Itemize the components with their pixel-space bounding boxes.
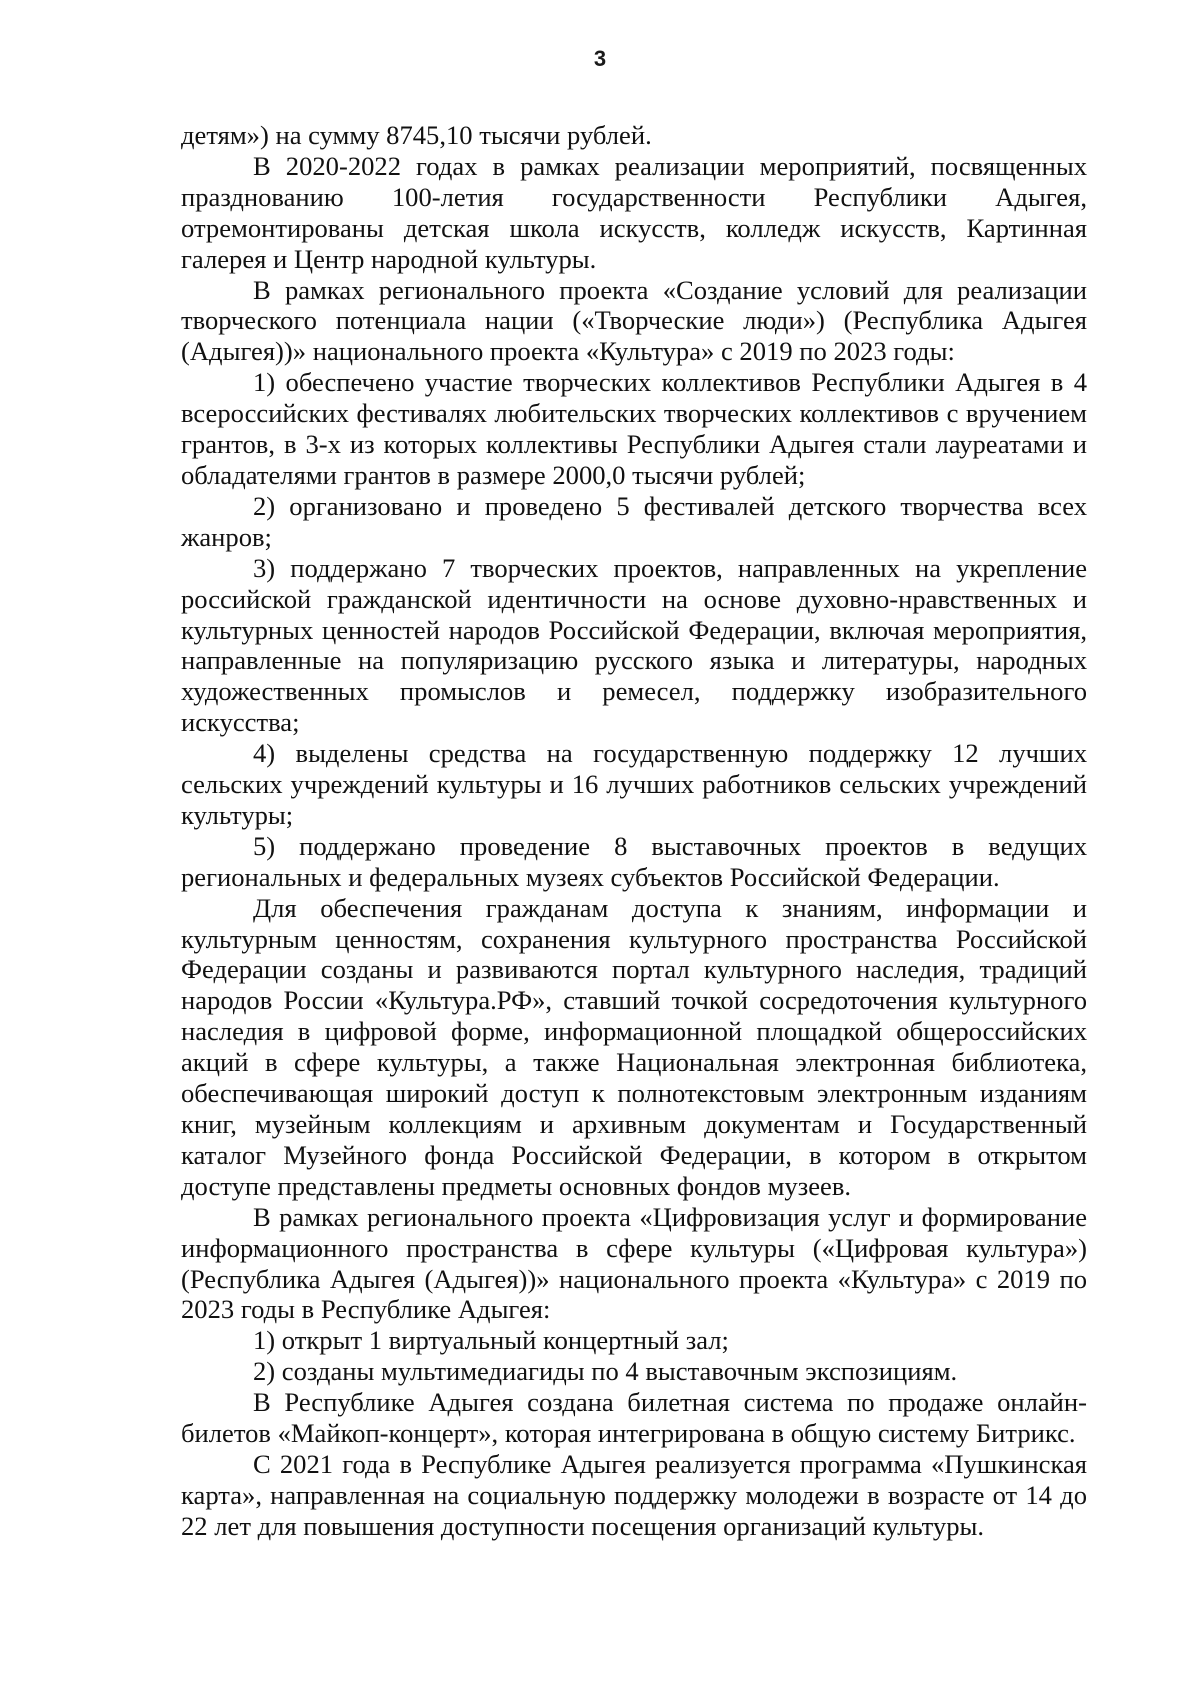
list-item: 4) выделены средства на государственную поддержку 12 лучших сельских учреждений культуры и 16 лучших работников сельских учреждений культуры;: [181, 738, 1087, 830]
page-number: 3: [593, 46, 607, 71]
list-item: 1) обеспечено участие творческих коллективов Республики Адыгея в 4 всероссийских фестивалях любительских творческих коллективов с вручением грантов, в 3-х из которых коллективы Республики Адыгея стали лауреатами и обладателями грантов в размере 2000,0 тысячи рублей;: [181, 367, 1087, 490]
paragraph: В рамках регионального проекта «Создание условий для реализации творческого потенциала нации («Творческие люди») (Республика Адыгея (Адыгея))» национального проекта «Культура» с 2019 по 2023 годы:: [181, 274, 1087, 367]
paragraph: С 2021 года в Республике Адыгея реализуется программа «Пушкинская карта», направленная на социальную поддержку молодежи в возрасте от 14 до 22 лет для повышения доступности посещения организаций культуры.: [181, 1448, 1087, 1541]
list-item: 2) организовано и проведено 5 фестивалей детского творчества всех жанров;: [181, 490, 1087, 552]
list-item: 1) открыт 1 виртуальный концертный зал;: [253, 1325, 729, 1356]
paragraph: В рамках регионального проекта «Цифровизация услуг и формирование информационного пространства в сфере культуры («Цифровая культура») (Республика Адыгея (Адыгея))» национального проекта «Культура» с 2019 по 2023 годы в Республике Адыгея:: [181, 1201, 1087, 1325]
paragraph: детям») на сумму 8745,10 тысячи рублей.: [181, 120, 652, 150]
document-body: [181, 120, 1087, 1542]
list-item: 2) созданы мультимедиагиды по 4 выставочным экспозициям.: [253, 1356, 958, 1387]
paragraph: В Республике Адыгея создана билетная система по продаже онлайн-билетов «Майкоп-концерт», которая интегрирована в общую систему Битрикс.: [181, 1387, 1087, 1449]
paragraph: В 2020-2022 годах в рамках реализации мероприятий, посвященных празднованию 100-летия государственности Республики Адыгея, отремонтированы детская школа искусств, колледж искусств, Картинная галерея и Центр народной культуры.: [181, 150, 1087, 274]
list-item: 5) поддержано проведение 8 выставочных проектов в ведущих региональных и федеральных музеях субъектов Российской Федерации.: [181, 830, 1087, 892]
paragraph: Для обеспечения гражданам доступа к знаниям, информации и культурным ценностям, сохранения культурного пространства Российской Федерации созданы и развиваются портал культурного наследия, традиций народов России «Культура.РФ», ставший точкой сосредоточения культурного наследия в цифровой форме, информационной площадкой общероссийских акций в сфере культуры, а также Национальная электронная библиотека, обеспечивающая широкий доступ к полнотекстовым электронным изданиям книг, музейным коллекциям и архивным документам и Государственный каталог Музейного фонда Российской Федерации, в котором в открытом доступе представлены предметы основных фондов музеев.: [181, 892, 1087, 1201]
list-item: 3) поддержано 7 творческих проектов, направленных на укрепление российской гражданской идентичности на основе духовно-нравственных и культурных ценностей народов Российской Федерации, включая мероприятия, направленные на популяризацию русского языка и литературы, народных художественных промыслов и ремесел, поддержку изобразительного искусства;: [181, 552, 1087, 738]
